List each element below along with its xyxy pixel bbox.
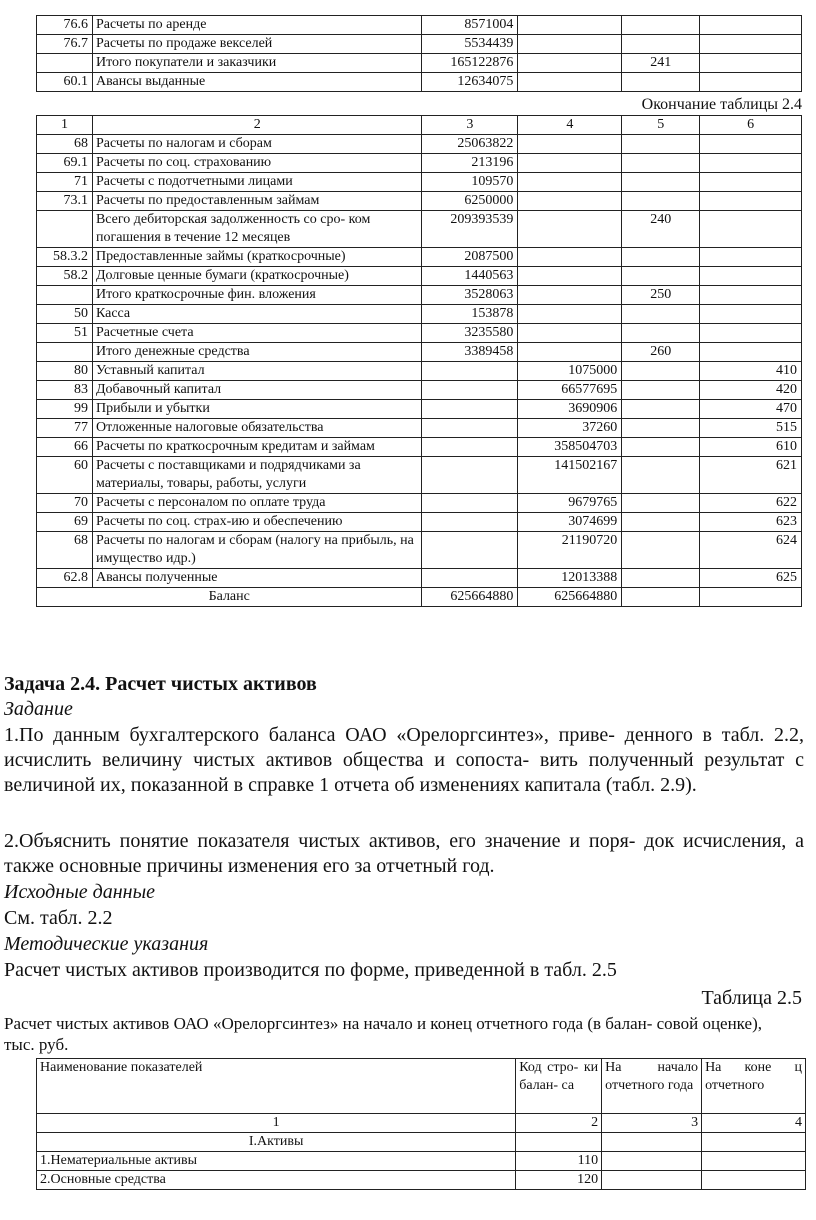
value-cell: [422, 362, 518, 381]
line-code-cell: [700, 16, 802, 35]
line-code-cell: [622, 494, 700, 513]
source-label: Исходные данные: [4, 881, 156, 903]
account-name-cell: Авансы выданные: [92, 73, 422, 92]
account-code-cell: 58.2: [37, 267, 93, 286]
empty-cell: [702, 1171, 806, 1190]
paragraph-1: 1.По данным бухгалтерского баланса ОАО «Орелоргсинтез», приве- денного в табл. 2.2, исчислить величину чистых активов общества и сопоста- вить полученный результат с величиной их, показанной в справке 1 отчета об изменениях капитала (табл. 2.9).: [4, 724, 804, 796]
value-cell: [518, 211, 622, 248]
line-code-cell: [700, 154, 802, 173]
table-row: [37, 532, 802, 569]
account-code-cell: 69: [37, 513, 93, 532]
line-code-cell: 470: [700, 400, 802, 419]
value-cell: [518, 248, 622, 267]
column-number: 3: [602, 1114, 702, 1133]
table-row: [37, 286, 802, 305]
value-cell: [518, 343, 622, 362]
total-label: Баланс: [37, 588, 422, 607]
table-row: [37, 419, 802, 438]
account-name-cell: Прибыли и убытки: [92, 400, 421, 419]
line-code-cell: [622, 192, 700, 211]
value-cell: [518, 267, 622, 286]
account-name-cell: Расчетные счета: [92, 324, 421, 343]
empty-cell: [702, 1152, 806, 1171]
line-code-cell: [700, 73, 802, 92]
value-cell: 1440563: [422, 267, 518, 286]
line-code-cell: [622, 16, 700, 35]
account-name-cell: Авансы полученные: [92, 569, 421, 588]
account-code-cell: [37, 211, 93, 248]
head-end: На коне ц отчетного: [702, 1059, 806, 1114]
line-code-cell: 623: [700, 513, 802, 532]
line-code-cell: [700, 324, 802, 343]
value-cell: 1075000: [518, 362, 622, 381]
table-row: [37, 343, 802, 362]
account-name-cell: Расчеты по краткосрочным кредитам и займам: [92, 438, 421, 457]
account-name-cell: Предоставленные займы (краткосрочные): [92, 248, 421, 267]
continuation-label: Окончание таблицы 2.4: [641, 96, 802, 113]
line-code-cell: [622, 135, 700, 154]
line-code-cell: [700, 54, 802, 73]
line-code-cell: [700, 343, 802, 362]
balance-table-top: [36, 15, 802, 92]
account-name-cell: Итого краткосрочные фин. вложения: [92, 286, 421, 305]
line-code-cell: [622, 248, 700, 267]
value-cell: [518, 35, 622, 54]
column-header: 4: [518, 116, 622, 135]
account-name-cell: Расчеты по аренде: [92, 16, 422, 35]
line-code-cell: [622, 569, 700, 588]
account-name-cell: Всего дебиторская задолженность со сро- ком погашения в течение 12 месяцев: [92, 211, 421, 248]
line-code-cell: [622, 419, 700, 438]
balance-table-main: [36, 115, 802, 607]
empty-cell: [622, 588, 700, 607]
indicator-name-cell: 2.Основные средства: [37, 1171, 516, 1190]
account-code-cell: 60.1: [37, 73, 93, 92]
account-name-cell: Добавочный капитал: [92, 381, 421, 400]
table-row: [37, 54, 802, 73]
value-cell: [422, 494, 518, 513]
account-code-cell: 51: [37, 324, 93, 343]
column-header: 6: [700, 116, 802, 135]
assignment-label: Задание: [4, 698, 73, 720]
account-code-cell: 99: [37, 400, 93, 419]
value-cell: [518, 324, 622, 343]
empty-cell: [700, 588, 802, 607]
line-code-cell: 622: [700, 494, 802, 513]
account-name-cell: Расчеты по налогам и сборам (налогу на прибыль, на имущество идр.): [92, 532, 421, 569]
table-row: [37, 305, 802, 324]
line-code-cell: [622, 381, 700, 400]
column-header: 2: [92, 116, 421, 135]
value-cell: [422, 419, 518, 438]
line-code-cell: [622, 173, 700, 192]
account-name-cell: Расчеты по продаже векселей: [92, 35, 422, 54]
value-cell: [518, 16, 622, 35]
account-name-cell: Долговые ценные бумаги (краткосрочные): [92, 267, 421, 286]
line-code-cell: [622, 438, 700, 457]
value-cell: 3074699: [518, 513, 622, 532]
account-code-cell: 80: [37, 362, 93, 381]
account-name-cell: Расчеты по соц. страх-ию и обеспечению: [92, 513, 421, 532]
value-cell: [518, 54, 622, 73]
task-title: Задача 2.4. Расчет чистых активов: [4, 673, 317, 695]
line-code-cell: [622, 35, 700, 54]
line-code-cell: 120: [516, 1171, 602, 1190]
line-code-cell: [700, 211, 802, 248]
column-header: 1: [37, 116, 93, 135]
value-cell: [422, 381, 518, 400]
line-code-cell: [700, 173, 802, 192]
line-code-cell: [622, 267, 700, 286]
table-row: [37, 192, 802, 211]
value-cell: 21190720: [518, 532, 622, 569]
table-row: [37, 438, 802, 457]
value-cell: 5534439: [422, 35, 518, 54]
value-cell: 37260: [518, 419, 622, 438]
line-code-cell: [700, 248, 802, 267]
value-cell: 3235580: [422, 324, 518, 343]
account-code-cell: 60: [37, 457, 93, 494]
line-code-cell: 625: [700, 569, 802, 588]
value-cell: [518, 173, 622, 192]
account-code-cell: 83: [37, 381, 93, 400]
source-text: См. табл. 2.2: [4, 907, 113, 929]
line-code-cell: [622, 305, 700, 324]
column-number: 4: [702, 1114, 806, 1133]
indicator-name-cell: 1.Нематериальные активы: [37, 1152, 516, 1171]
table-row: [37, 1171, 806, 1190]
account-code-cell: 70: [37, 494, 93, 513]
line-code-cell: 250: [622, 286, 700, 305]
account-code-cell: 62.8: [37, 569, 93, 588]
column-header: 5: [622, 116, 700, 135]
table-row: [37, 494, 802, 513]
line-code-cell: [700, 192, 802, 211]
table-row: [37, 324, 802, 343]
value-cell: [518, 135, 622, 154]
value-cell: 358504703: [518, 438, 622, 457]
value-cell: 2087500: [422, 248, 518, 267]
value-cell: [422, 513, 518, 532]
value-cell: [422, 457, 518, 494]
value-cell: [422, 438, 518, 457]
line-code-cell: [622, 532, 700, 569]
line-code-cell: 610: [700, 438, 802, 457]
account-code-cell: 68: [37, 532, 93, 569]
line-code-cell: [700, 267, 802, 286]
value-cell: 9679765: [518, 494, 622, 513]
value-cell: [518, 154, 622, 173]
account-code-cell: 76.7: [37, 35, 93, 54]
table-row: [37, 1152, 806, 1171]
table-row: [37, 400, 802, 419]
account-name-cell: Расчеты по налогам и сборам: [92, 135, 421, 154]
head-code: Код стро- ки балан- са: [516, 1059, 602, 1114]
empty-cell: [602, 1171, 702, 1190]
table-row: [37, 173, 802, 192]
line-code-cell: 241: [622, 54, 700, 73]
table-row: [37, 267, 802, 286]
line-code-cell: [622, 400, 700, 419]
value-cell: [518, 73, 622, 92]
line-code-cell: [700, 35, 802, 54]
account-name-cell: Расчеты с поставщиками и подрядчиками за материалы, товары, работы, услуги: [92, 457, 421, 494]
line-code-cell: [622, 513, 700, 532]
method-text: Расчет чистых активов производится по форме, приведенной в табл. 2.5: [4, 959, 617, 981]
value-cell: 3528063: [422, 286, 518, 305]
line-code-cell: [700, 286, 802, 305]
table-row: [37, 35, 802, 54]
value-cell: 8571004: [422, 16, 518, 35]
value-cell: [518, 286, 622, 305]
value-cell: 141502167: [518, 457, 622, 494]
total-value: 625664880: [422, 588, 518, 607]
line-code-cell: 410: [700, 362, 802, 381]
account-name-cell: Расчеты по соц. страхованию: [92, 154, 421, 173]
table-row: [37, 362, 802, 381]
account-code-cell: 66: [37, 438, 93, 457]
account-name-cell: Итого денежные средства: [92, 343, 421, 362]
value-cell: 12634075: [422, 73, 518, 92]
value-cell: [518, 192, 622, 211]
line-code-cell: 420: [700, 381, 802, 400]
account-code-cell: [37, 343, 93, 362]
value-cell: [422, 532, 518, 569]
value-cell: 3690906: [518, 400, 622, 419]
table-row: [37, 569, 802, 588]
column-header: 3: [422, 116, 518, 135]
account-code-cell: 73.1: [37, 192, 93, 211]
table-row: [37, 381, 802, 400]
line-code-cell: [622, 154, 700, 173]
line-code-cell: 515: [700, 419, 802, 438]
line-code-cell: [700, 305, 802, 324]
value-cell: [518, 305, 622, 324]
value-cell: [422, 569, 518, 588]
value-cell: 25063822: [422, 135, 518, 154]
account-code-cell: 68: [37, 135, 93, 154]
value-cell: 165122876: [422, 54, 518, 73]
method-label: Методические указания: [4, 933, 209, 955]
line-code-cell: 624: [700, 532, 802, 569]
net-assets-table: [36, 1058, 806, 1190]
value-cell: 6250000: [422, 192, 518, 211]
value-cell: 153878: [422, 305, 518, 324]
account-code-cell: 69.1: [37, 154, 93, 173]
total-value: 625664880: [518, 588, 622, 607]
value-cell: 209393539: [422, 211, 518, 248]
account-name-cell: Расчеты с персоналом по оплате труда: [92, 494, 421, 513]
account-code-cell: 71: [37, 173, 93, 192]
line-code-cell: 621: [700, 457, 802, 494]
line-code-cell: [622, 324, 700, 343]
line-code-cell: [622, 457, 700, 494]
account-code-cell: 77: [37, 419, 93, 438]
value-cell: 3389458: [422, 343, 518, 362]
account-code-cell: 58.3.2: [37, 248, 93, 267]
line-code-cell: 240: [622, 211, 700, 248]
account-name-cell: Итого покупатели и заказчики: [92, 54, 422, 73]
value-cell: 109570: [422, 173, 518, 192]
table-row: [37, 457, 802, 494]
table-row: [37, 211, 802, 248]
value-cell: 66577695: [518, 381, 622, 400]
table-row: [37, 154, 802, 173]
empty-cell: [602, 1152, 702, 1171]
table-row: [37, 248, 802, 267]
table-label: Таблица 2.5: [701, 987, 802, 1009]
account-code-cell: 50: [37, 305, 93, 324]
account-name-cell: Касса: [92, 305, 421, 324]
table-caption: Расчет чистых активов ОАО «Орелоргсинтез» на начало и конец отчетного года (в балан- совой оценке), тыс. руб.: [4, 1014, 762, 1054]
column-number: 2: [516, 1114, 602, 1133]
line-code-cell: 110: [516, 1152, 602, 1171]
account-name-cell: Расчеты по предоставленным займам: [92, 192, 421, 211]
value-cell: 12013388: [518, 569, 622, 588]
account-name-cell: Уставный капитал: [92, 362, 421, 381]
line-code-cell: 260: [622, 343, 700, 362]
table-row: [37, 16, 802, 35]
account-code-cell: [37, 54, 93, 73]
account-code-cell: 76.6: [37, 16, 93, 35]
line-code-cell: [622, 362, 700, 381]
value-cell: 213196: [422, 154, 518, 173]
column-number: 1: [37, 1114, 516, 1133]
head-name: Наименование показателей: [37, 1059, 516, 1114]
paragraph-2: 2.Объяснить понятие показателя чистых активов, его значение и поря- док исчисления, а также основные причины изменения его за отчетный год.: [4, 830, 804, 877]
head-start: На начало отчетного года: [602, 1059, 702, 1114]
table-row: [37, 135, 802, 154]
line-code-cell: [700, 135, 802, 154]
section-title: I.Активы: [37, 1133, 516, 1152]
table-row: [37, 513, 802, 532]
table-row: [37, 73, 802, 92]
total-row: [37, 588, 802, 607]
account-name-cell: Расчеты с подотчетными лицами: [92, 173, 421, 192]
value-cell: [422, 400, 518, 419]
line-code-cell: [622, 73, 700, 92]
account-name-cell: Отложенные налоговые обязательства: [92, 419, 421, 438]
account-code-cell: [37, 286, 93, 305]
